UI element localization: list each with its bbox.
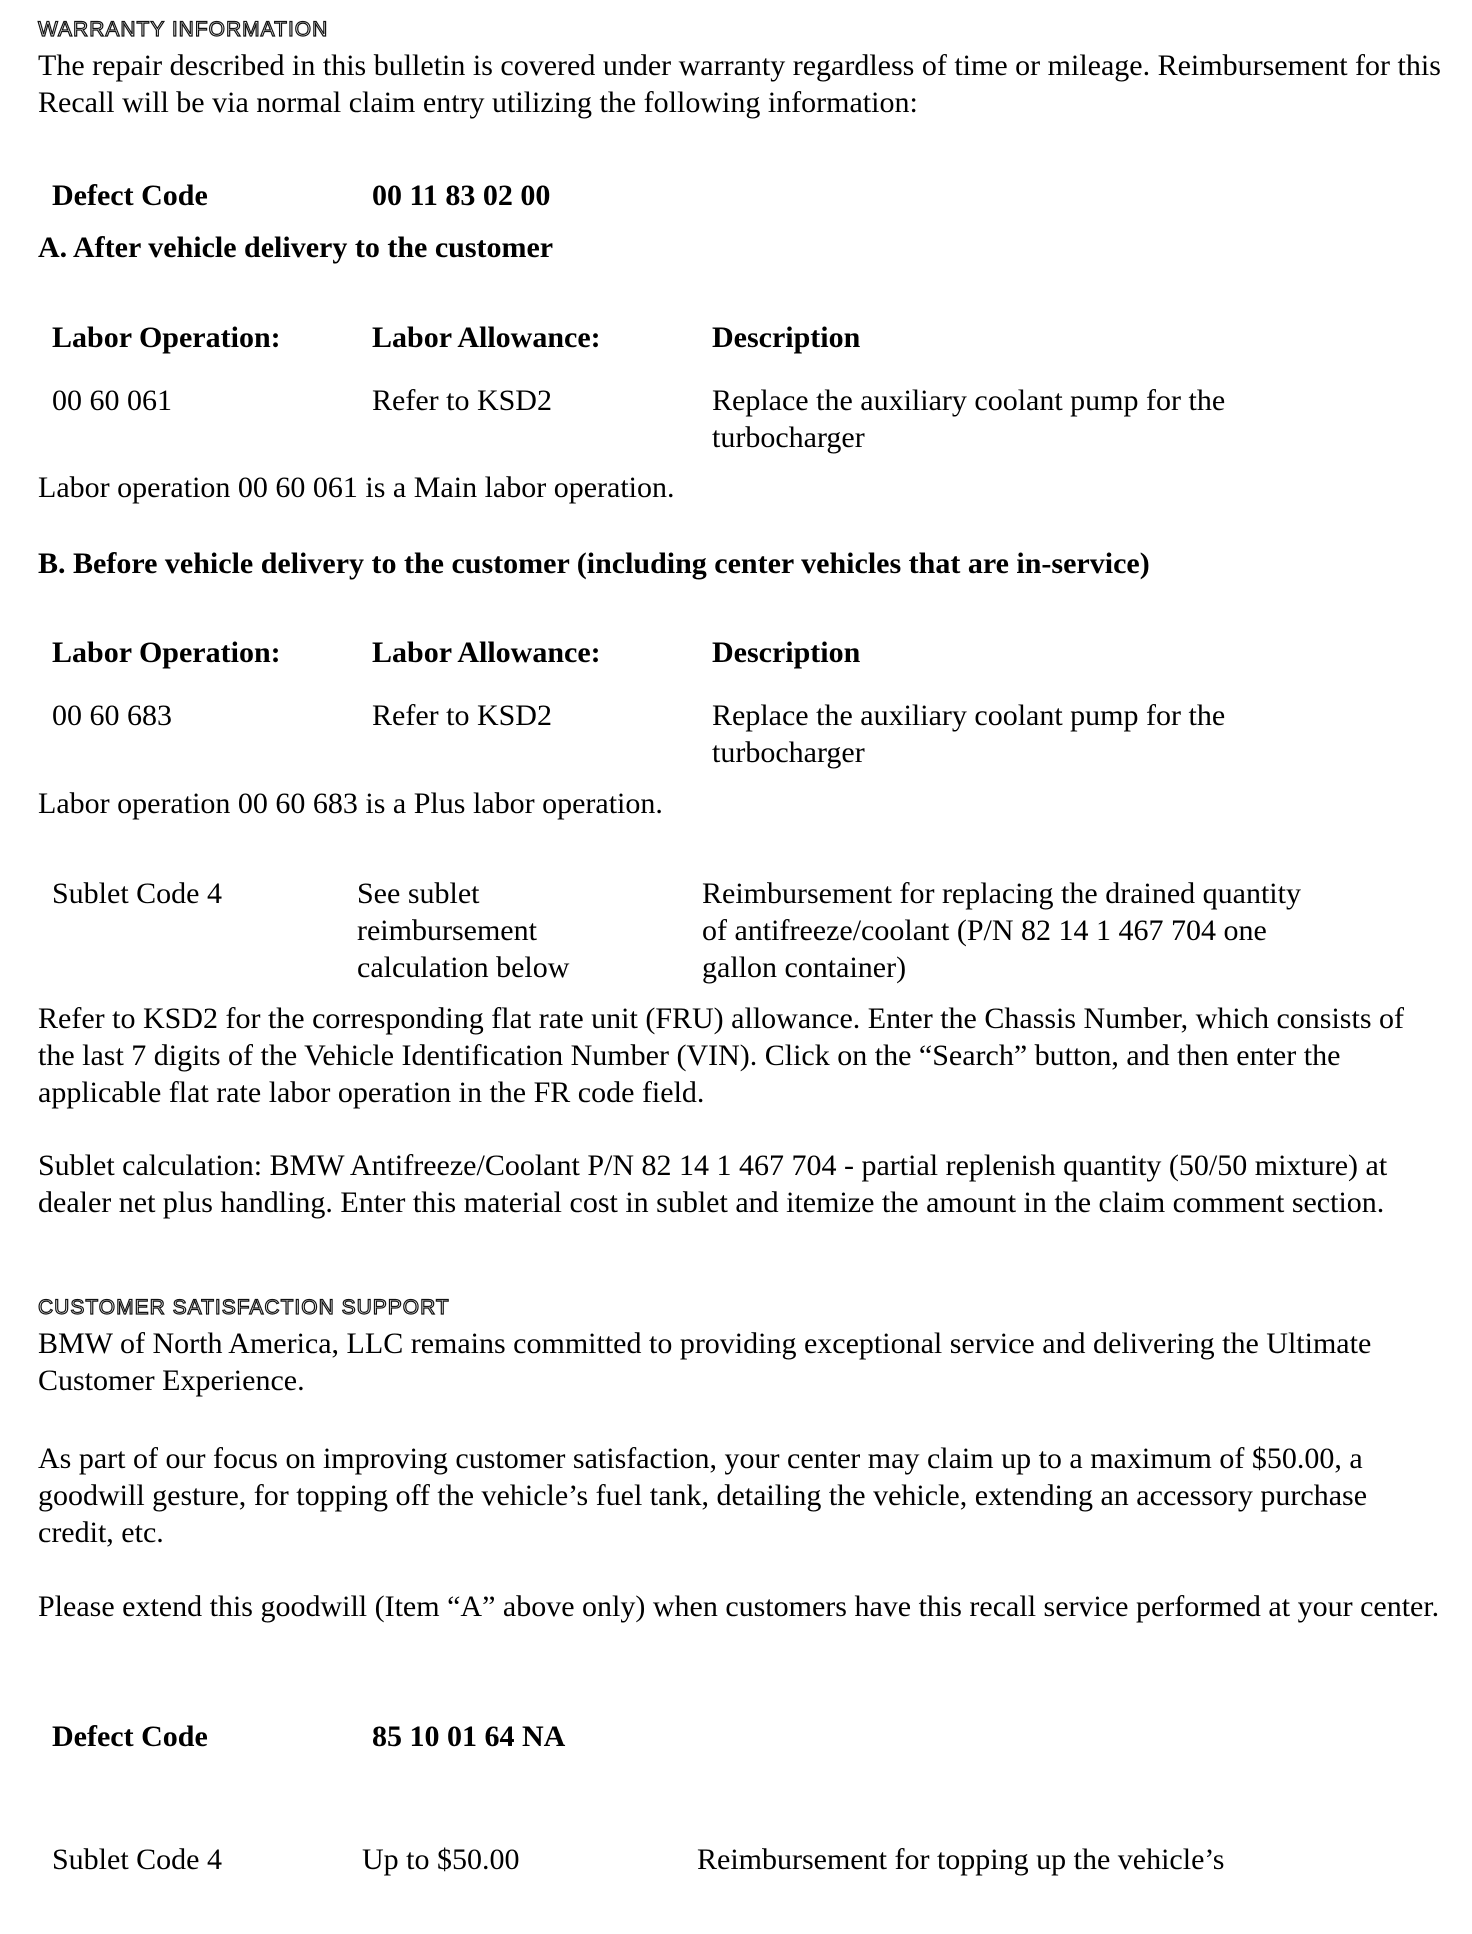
customer-support-heading: CUSTOMER SATISFACTION SUPPORT <box>38 1296 450 1319</box>
sublet-code: Sublet Code 4 <box>52 877 222 910</box>
sublet-allowance: Up to $50.00 <box>362 1843 520 1876</box>
customer-support-paragraph-3: Please extend this goodwill (Item “A” above only) when customers have this recall service performed at your center. <box>38 1590 1440 1623</box>
section-a-title: A. After vehicle delivery to the customer <box>38 231 554 264</box>
table-header-labor-allowance: Labor Allowance: <box>372 321 601 354</box>
table-header-labor-allowance: Labor Allowance: <box>372 636 601 669</box>
sublet-allowance: See sublet reimbursement calculation below <box>357 877 570 984</box>
ksd2-paragraph: Refer to KSD2 for the corresponding flat rate unit (FRU) allowance. Enter the Chassis Number, which consists of the last 7 digits of the Vehicle Identification Number (VIN). Click on the “Search” button, and then enter the applicable flat rate labor operation in the FR code field. <box>38 1002 1404 1109</box>
customer-support-paragraph-1: BMW of North America, LLC remains committed to providing exceptional service and delivering the Ultimate Customer Experience. <box>38 1327 1372 1397</box>
section-a-note: Labor operation 00 60 061 is a Main labor operation. <box>38 471 675 504</box>
goodwill-defect-code-value: 85 10 01 64 NA <box>372 1720 566 1753</box>
defect-code-label: Defect Code <box>52 179 208 212</box>
table-cell-labor-operation: 00 60 061 <box>52 384 172 417</box>
table-cell-labor-allowance: Refer to KSD2 <box>372 699 552 732</box>
warranty-heading: WARRANTY INFORMATION <box>38 18 329 41</box>
section-b-note: Labor operation 00 60 683 is a Plus labor operation. <box>38 787 663 820</box>
sublet-description: Reimbursement for topping up the vehicle’s <box>697 1843 1225 1876</box>
sublet-calculation-paragraph: Sublet calculation: BMW Antifreeze/Coolant P/N 82 14 1 467 704 - partial replenish quantity (50/50 mixture) at dealer net plus handling. Enter this material cost in sublet and itemize the amount in the claim comment section. <box>38 1149 1388 1219</box>
warranty-intro: The repair described in this bulletin is covered under warranty regardless of time or mileage. Reimbursement for this Recall will be via normal claim entry utilizing the following information: <box>38 49 1441 119</box>
table-header-labor-operation: Labor Operation: <box>52 321 281 354</box>
section-b-title: B. Before vehicle delivery to the customer (including center vehicles that are in-service) <box>38 547 1150 580</box>
goodwill-defect-code-label: Defect Code <box>52 1720 208 1753</box>
table-cell-labor-allowance: Refer to KSD2 <box>372 384 552 417</box>
table-header-description: Description <box>712 636 861 669</box>
table-cell-description: Replace the auxiliary coolant pump for the turbocharger <box>712 384 1226 454</box>
table-cell-description: Replace the auxiliary coolant pump for the turbocharger <box>712 699 1226 769</box>
table-header-description: Description <box>712 321 861 354</box>
defect-code-value: 00 11 83 02 00 <box>372 179 551 212</box>
table-header-labor-operation: Labor Operation: <box>52 636 281 669</box>
table-cell-labor-operation: 00 60 683 <box>52 699 172 732</box>
sublet-description: Reimbursement for replacing the drained quantity of antifreeze/coolant (P/N 82 14 1 467 704 one gallon container) <box>702 877 1301 984</box>
sublet-code: Sublet Code 4 <box>52 1843 222 1876</box>
customer-support-paragraph-2: As part of our focus on improving customer satisfaction, your center may claim up to a maximum of $50.00, a goodwill gesture, for topping off the vehicle’s fuel tank, detailing the vehicle, extending an accessory purchase credit, etc. <box>38 1442 1368 1549</box>
